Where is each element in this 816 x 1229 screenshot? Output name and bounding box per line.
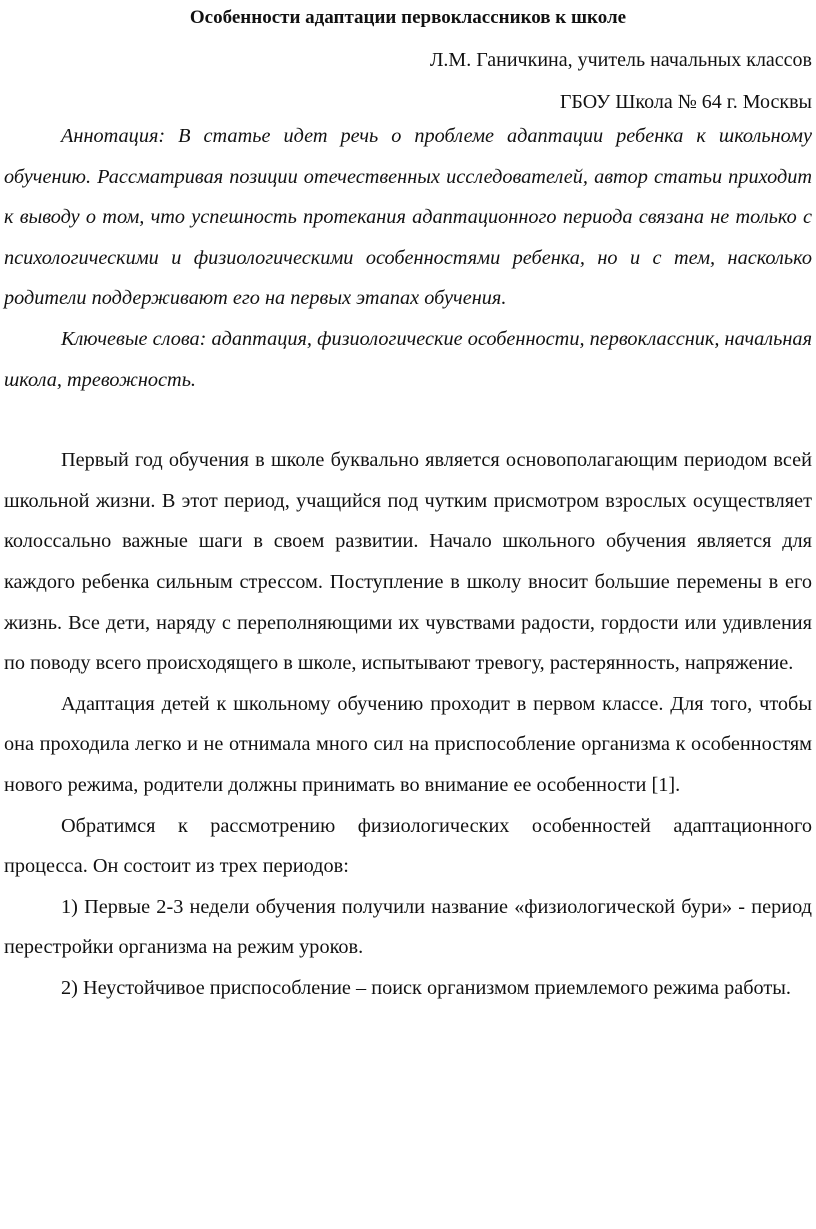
document-page	[4, 0, 812, 1008]
school-line: ГБОУ Школа № 64 г. Москвы	[559, 91, 812, 113]
abstract-paragraph: Аннотация: В статье идет речь о проблеме адаптации ребенка к школьному обучению. Рассматривая позиции отечественных исследователей, автор статьи приходит к выводу о том, что успешность протекания адаптационного периода связана не только с психологическими и физиологическими особенностями ребенка, но и с тем, насколько родители поддерживают его на первых этапах обучения.	[4, 125, 812, 310]
author-line: Л.М. Ганичкина, учитель начальных классов	[429, 49, 812, 71]
section-spacer	[4, 400, 812, 440]
article-title: Особенности адаптации первоклассников к школе	[189, 7, 627, 28]
body-paragraph-2: Адаптация детей к школьному обучению проходит в первом классе. Для того, чтобы она проходила легко и не отнимала много сил на приспособление организма к особенностям нового режима, родители должны принимать во внимание ее особенности [1].	[4, 692, 812, 796]
list-item-2: 2) Неустойчивое приспособление – поиск организмом приемлемого режима работы.	[61, 976, 791, 999]
list-item-1: 1) Первые 2-3 недели обучения получили название «физиологической бури» - период перестройки организма на режим уроков.	[4, 895, 812, 959]
keywords-paragraph: Ключевые слова: адаптация, физиологические особенности, первоклассник, начальная школа, тревожность.	[4, 327, 812, 391]
body-paragraph-3: Обратимся к рассмотрению физиологических особенностей адаптационного процесса. Он состоит из трех периодов:	[4, 814, 812, 878]
body-paragraph-1: Первый год обучения в школе буквально является основополагающим периодом всей школьной жизни. В этот период, учащийся под чутким присмотром взрослых осуществляет колоссально важные шаги в своем развитии. Начало школьного обучения является для каждого ребенка сильным стрессом. Поступление в школу вносит большие перемены в его жизнь. Все дети, наряду с переполняющими их чувствами радости, гордости или удивления по поводу всего происходящего в школе, испытывают тревогу, растерянность, напряжение.	[4, 449, 812, 675]
